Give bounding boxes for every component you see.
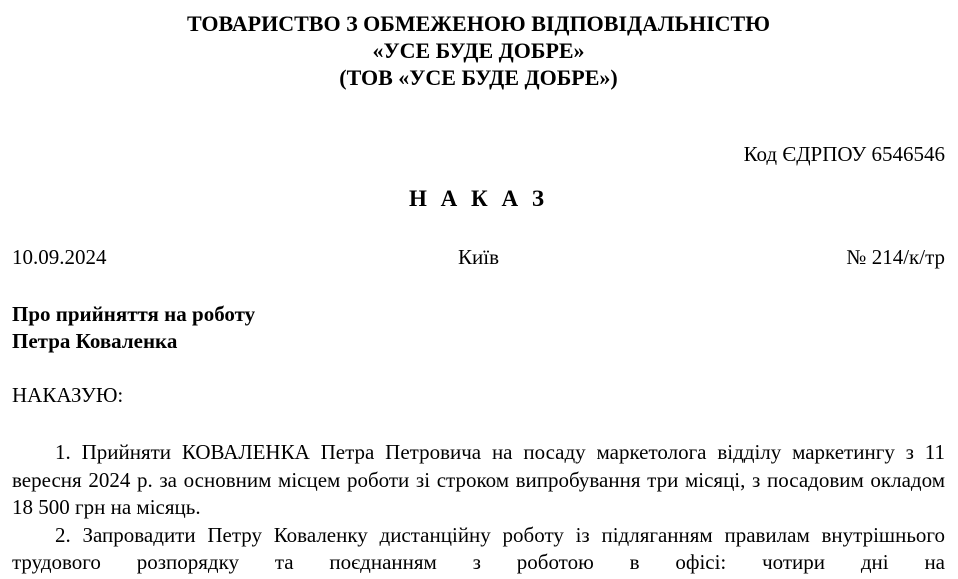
order-item-2: 2. Запровадити Петру Коваленку дистанційну роботу із підляганням правилам внутрішнього трудового розпорядку та поєднанням з роботою в офісі: чотири дні на [12, 522, 945, 574]
company-name-block [12, 10, 945, 91]
company-name-line-1: ТОВАРИСТВО З ОБМЕЖЕНОЮ ВІДПОВІДАЛЬНІСТЮ [187, 11, 770, 36]
order-body [12, 439, 945, 577]
order-subject-line-2: Петра Коваленка [12, 329, 178, 353]
order-subject-line-1: Про прийняття на роботу [12, 302, 256, 326]
order-subject-block [12, 301, 945, 355]
edrpou-code: Код ЄДРПОУ 6546546 [743, 142, 945, 166]
order-city: Київ [458, 245, 499, 269]
order-meta-row [12, 244, 945, 271]
order-date: 10.09.2024 [12, 245, 107, 269]
company-name-line-2: «УСЕ БУДЕ ДОБРЕ» [372, 38, 585, 63]
order-number: № 214/к/тр [846, 245, 945, 269]
order-item-1: 1. Прийняти КОВАЛЕНКА Петра Петровича на посаду маркетолога відділу маркетингу з 11 вересня 2024 р. за основним місцем роботи зі строком випробування три місяці, з посадовим окладом 18 500 грн на місяць. [12, 440, 945, 519]
document-type-title: Н А К А З [409, 186, 548, 211]
company-name-line-3: (ТОВ «УСЕ БУДЕ ДОБРЕ») [339, 65, 618, 90]
order-verb: НАКАЗУЮ: [12, 383, 124, 407]
